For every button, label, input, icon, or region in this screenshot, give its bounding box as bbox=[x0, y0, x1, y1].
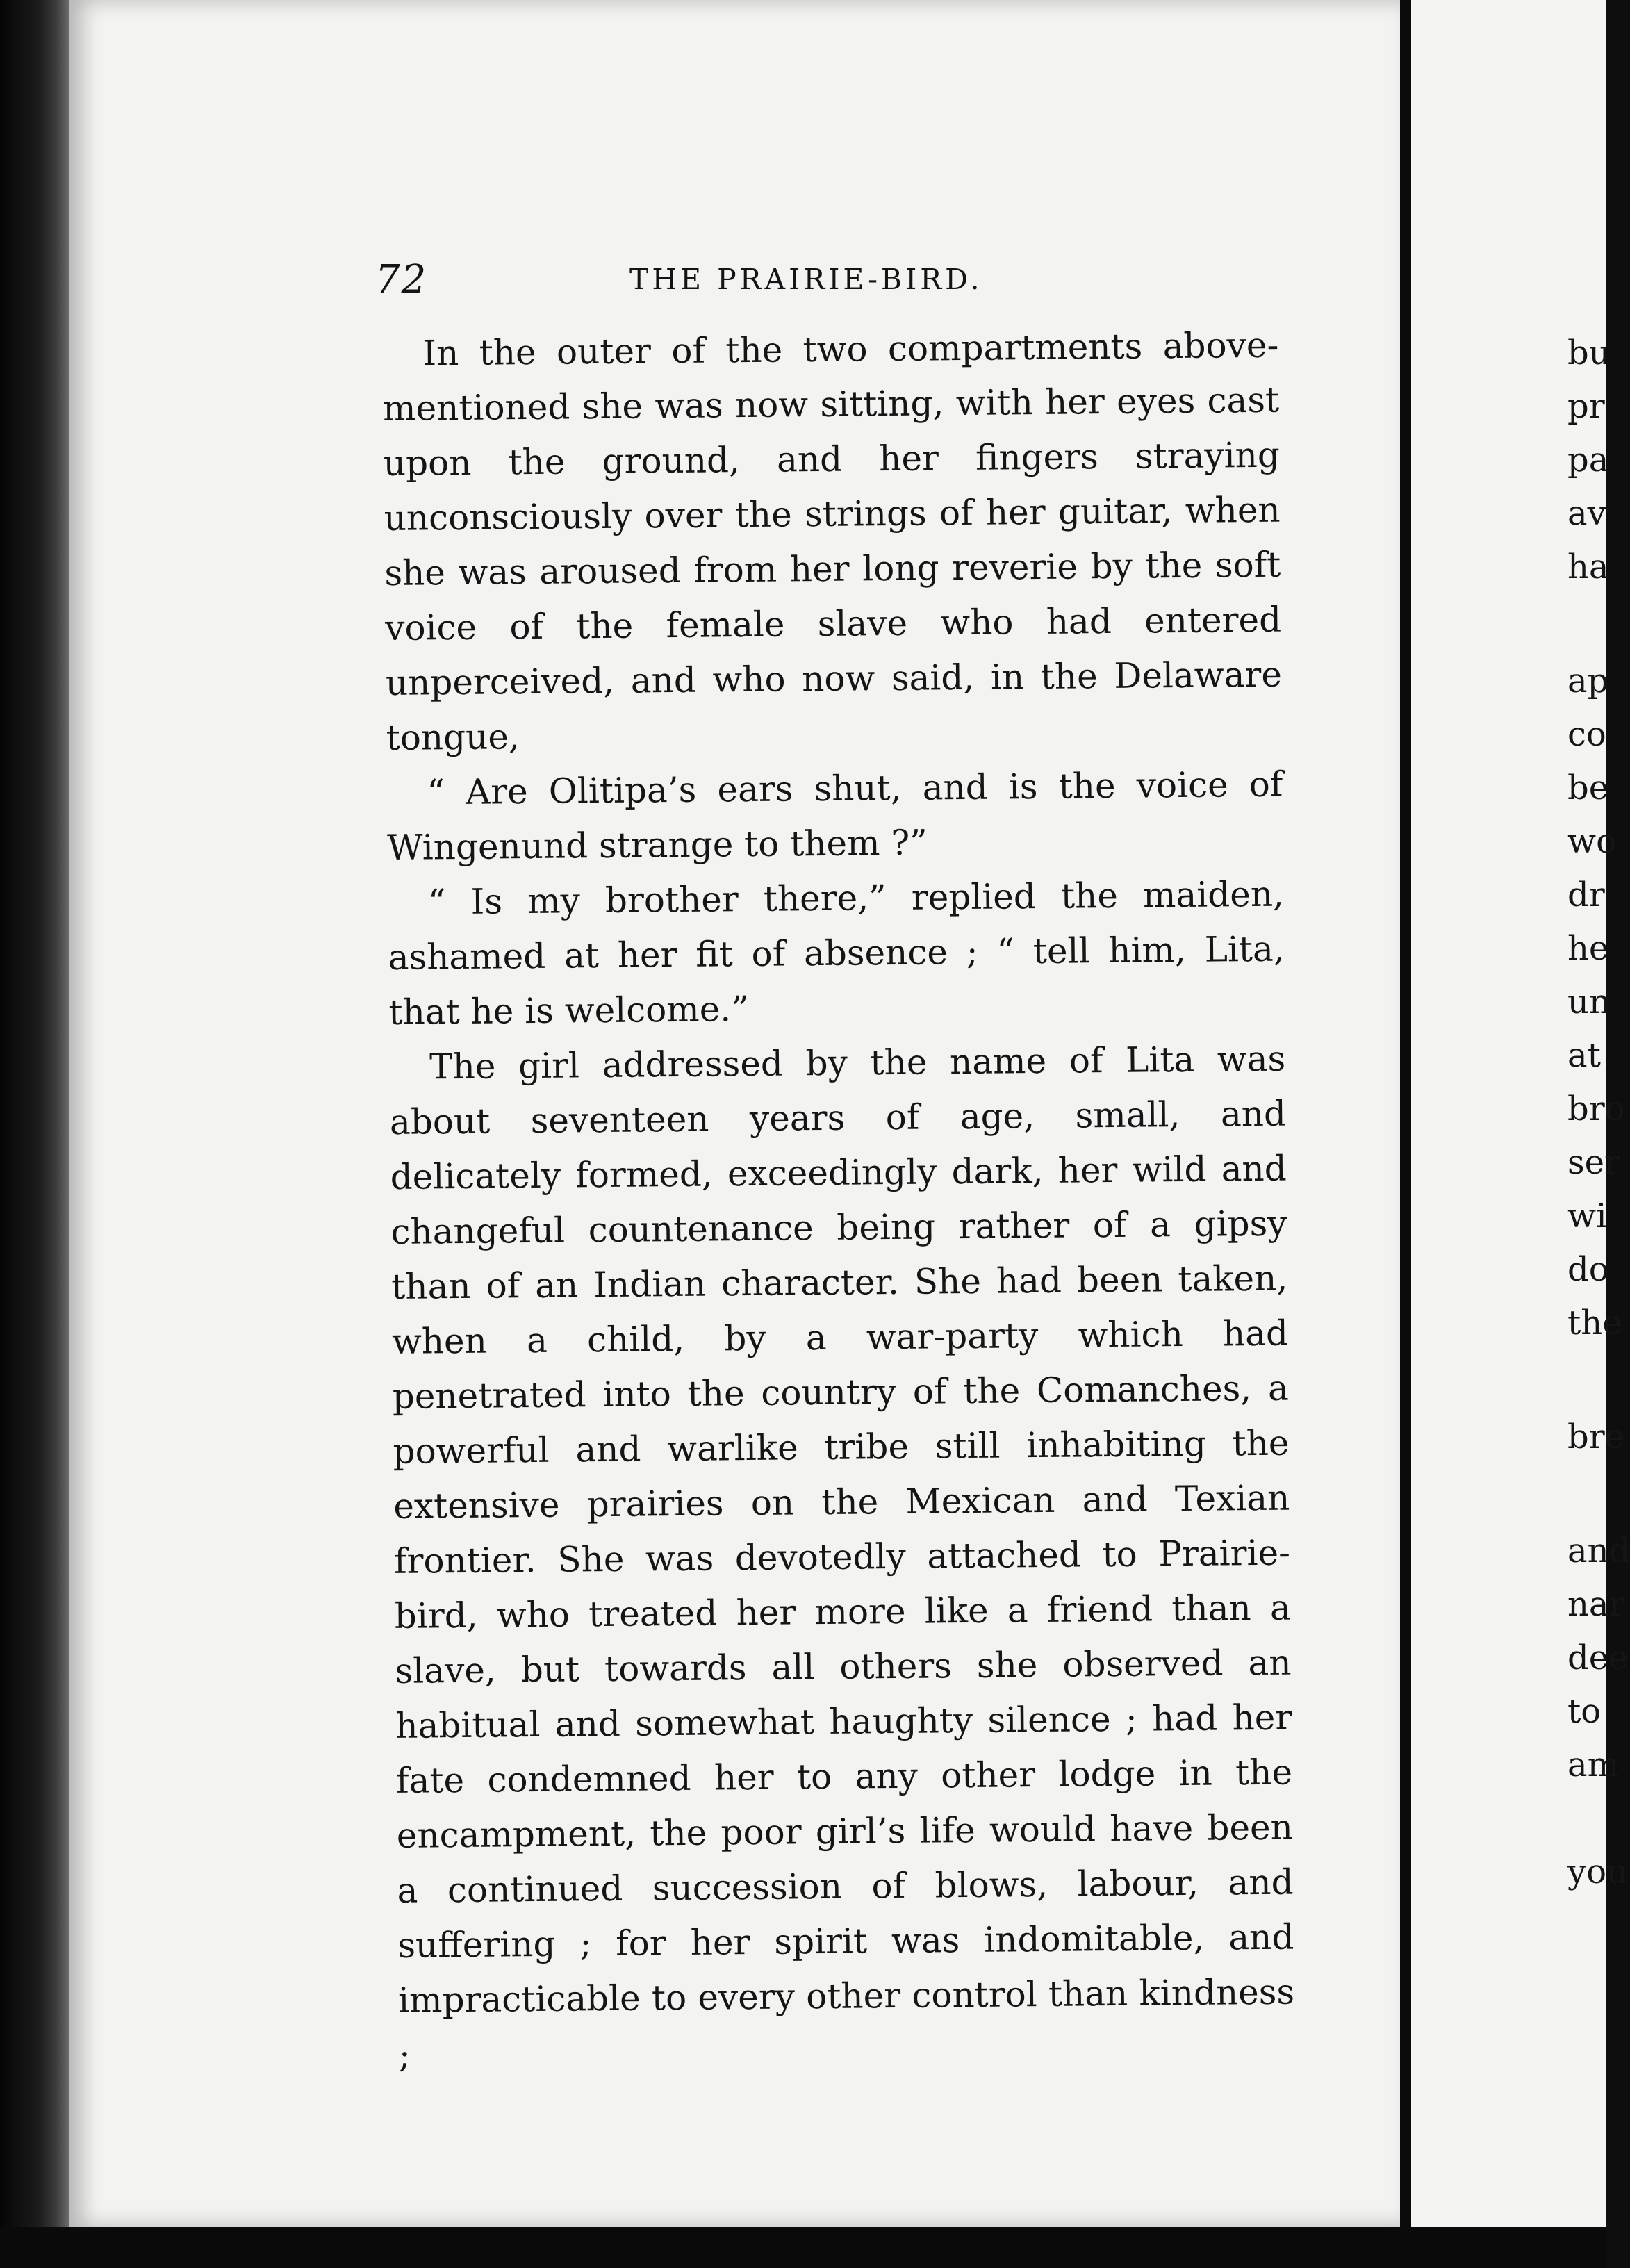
facing-fragment: wo bbox=[1567, 822, 1616, 861]
paragraph: The girl addressed by the name of Lita was about seventeen years of age, small, and delicately formed, exceedingly dark, her wild and changeful countenance being rather of a gipsy than of an Indian character. She had been taken, when a child, by a war-party which had penetrated into the country of the Comanches, a powerful and warlike tribe still inhabiting the extensive prairies on the Mexican and Texian frontier. She was devotedly attached to Prairie-bird, who treated her more like a friend than a slave, but towards all others she observed an habitual and somewhat haughty silence ; had her fate condemned her to any other lodge in the encampment, the poor girl’s life would have been a continued succession of blows, labour, and suffering ; for her spirit was indomitable, and impracticable to every other control than kindness ; bbox=[389, 1038, 1295, 2076]
paragraph: In the outer of the two compartments above-mentioned she was now sitting, with her eyes cast upon the ground, and her fingers straying unconsciously over the strings of her guitar, when she was aroused from her long reverie by the soft voice of the female slave who had entered unperceived, and who now said, in the Delaware tongue, bbox=[382, 324, 1283, 758]
page-number: 72 bbox=[375, 257, 428, 302]
facing-fragment: dr bbox=[1567, 876, 1605, 914]
body-text bbox=[382, 318, 1295, 2083]
facing-fragment: un bbox=[1567, 983, 1611, 1021]
facing-fragment: am bbox=[1567, 1745, 1620, 1784]
paragraph: “ Are Olitipa’s ears shut, and is the voice of Wingenund strange to them ?” bbox=[386, 764, 1283, 868]
facing-fragment: co bbox=[1567, 715, 1606, 754]
facing-fragment: the bbox=[1567, 1304, 1622, 1342]
facing-fragment: bro bbox=[1567, 1090, 1625, 1128]
scan-bottom-edge bbox=[0, 2227, 1606, 2268]
paragraph: “ Is my brother there,” replied the maiden, ashamed at her fit of absence ; “ tell him, Lita, that he is welcome.” bbox=[388, 873, 1285, 1033]
facing-fragment: at bbox=[1567, 1036, 1601, 1075]
page-gutter bbox=[1400, 0, 1411, 2227]
facing-fragment: bu bbox=[1567, 334, 1611, 372]
facing-fragment: he bbox=[1567, 929, 1609, 968]
facing-fragment: and bbox=[1567, 1531, 1630, 1570]
facing-fragment: you bbox=[1567, 1852, 1628, 1891]
facing-fragment: be bbox=[1567, 769, 1609, 807]
facing-fragment: av bbox=[1567, 494, 1606, 533]
facing-fragment: ap bbox=[1567, 662, 1609, 700]
facing-fragment: nar bbox=[1567, 1585, 1625, 1624]
running-head bbox=[375, 257, 1299, 313]
facing-fragment: ser bbox=[1567, 1143, 1620, 1182]
book-title: THE PRAIRIE-BIRD. bbox=[629, 263, 983, 296]
facing-fragment: do bbox=[1567, 1250, 1609, 1289]
facing-fragment: wi bbox=[1567, 1197, 1607, 1235]
facing-fragment: pa bbox=[1567, 441, 1609, 479]
facing-fragment: bre bbox=[1567, 1418, 1625, 1456]
facing-fragment: dee bbox=[1567, 1638, 1629, 1677]
book-binding bbox=[0, 0, 69, 2268]
facing-fragment: ha bbox=[1567, 548, 1609, 586]
facing-fragment: pr bbox=[1567, 387, 1605, 426]
facing-fragment: to bbox=[1567, 1692, 1602, 1731]
